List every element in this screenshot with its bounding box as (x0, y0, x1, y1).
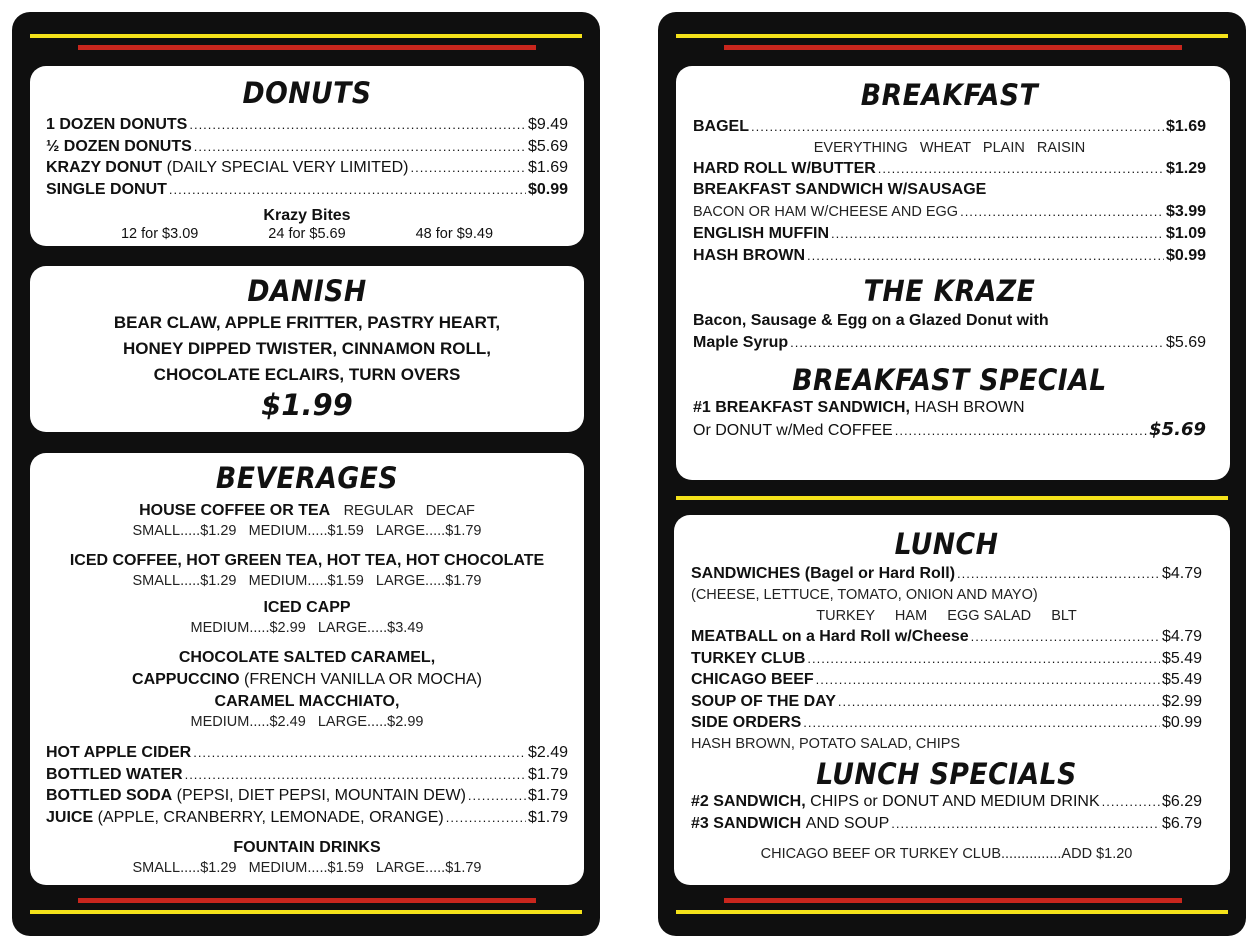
menu-item: HARD ROLL W/BUTTER ..... $1.29 (693, 158, 1206, 180)
breakfast-heading: BREAKFAST (860, 78, 1039, 112)
danish-line: CHOCOLATE ECLAIRS, TURN OVERS (153, 365, 461, 384)
menu-item: BOTTLED SODA (PEPSI, DIET PEPSI, MOUNTAIN DEW) ..... $1.79 (46, 785, 568, 807)
lunch-addon: CHICAGO BEEF OR TURKEY CLUB...............ADD $1.20 (760, 846, 1133, 862)
beverages-card (30, 453, 584, 885)
danish-line: HONEY DIPPED TWISTER, CINNAMON ROLL, (122, 339, 492, 358)
lunch-specials-heading: LUNCH SPECIALS (816, 757, 1077, 791)
lunch-heading: LUNCH (894, 527, 999, 561)
menu-item: KRAZY DONUT (DAILY SPECIAL VERY LIMITED) ..... $1.69 (46, 157, 568, 179)
menu-item: ½ DOZEN DONUTS ..... $5.69 (46, 136, 568, 158)
red-stripe (724, 898, 1182, 903)
donuts-card (30, 66, 584, 246)
bagel-types: EVERYTHING WHEAT PLAIN RAISIN (813, 139, 1086, 156)
macchiato-sizes: MEDIUM.....$2.49 LARGE.....$2.99 (190, 714, 424, 730)
menu-item: #1 BREAKFAST SANDWICH, HASH BROWN (693, 399, 1025, 416)
menu-item: SIDE ORDERS ..... $0.99 (691, 712, 1202, 734)
iced-capp-title: ICED CAPP (263, 599, 351, 616)
sandwich-toppings: (CHEESE, LETTUCE, TOMATO, ONION AND MAYO) (691, 586, 1038, 603)
beverages-heading: BEVERAGES (215, 461, 399, 495)
donuts-heading: DONUTS (242, 76, 372, 110)
menu-panel-right (658, 12, 1246, 936)
yellow-stripe (676, 496, 1228, 500)
yellow-stripe (30, 910, 582, 914)
red-stripe (78, 898, 536, 903)
iced-coffee-sizes: SMALL.....$1.29 MEDIUM.....$1.59 LARGE.....$1.79 (132, 573, 482, 589)
menu-item: JUICE (APPLE, CRANBERRY, LEMONADE, ORANGE) ..... $1.79 (46, 807, 568, 829)
house-coffee-line: HOUSE COFFEE OR TEA REGULAR DECAF (139, 502, 475, 519)
menu-item: MEATBALL on a Hard Roll w/Cheese ..... $4.79 (691, 626, 1202, 648)
menu-item: ENGLISH MUFFIN ..... $1.09 (693, 223, 1206, 245)
danish-price: $1.99 (261, 388, 353, 422)
menu-item: BAGEL ..... $1.69 (693, 116, 1206, 138)
menu-item: HASH BROWN ..... $0.99 (693, 245, 1206, 267)
yellow-stripe (30, 34, 582, 38)
menu-item: SANDWICHES (Bagel or Hard Roll) ..... $4.79 (691, 563, 1202, 585)
krazy-bites-title: Krazy Bites (263, 207, 351, 224)
breakfast-special-heading: BREAKFAST SPECIAL (792, 363, 1107, 397)
yellow-stripe (676, 910, 1228, 914)
danish-line: BEAR CLAW, APPLE FRITTER, PASTRY HEART, (113, 313, 501, 332)
sandwich-types: TURKEY HAM EGG SALAD BLT (816, 608, 1077, 624)
danish-heading: DANISH (247, 274, 367, 308)
iced-coffee-line: ICED COFFEE, HOT GREEN TEA, HOT TEA, HOT CHOCOLATE (69, 552, 545, 569)
menu-item: HOT APPLE CIDER ..... $2.49 (46, 742, 568, 764)
menu-item: 1 DOZEN DONUTS ..... $9.49 (46, 114, 568, 136)
menu-item: Or DONUT w/Med COFFEE ..... $5.69 (693, 419, 1206, 442)
menu-panel-left (12, 12, 600, 936)
menu-item: #3 SANDWICH AND SOUP ..... $6.79 (691, 813, 1202, 835)
menu-item: BACON OR HAM W/CHEESE AND EGG ..... $3.99 (693, 201, 1206, 224)
menu-item: Maple Syrup ..... $5.69 (693, 332, 1206, 354)
kraze-heading: THE KRAZE (863, 274, 1036, 308)
cappuccino-line: CAPPUCCINO (FRENCH VANILLA OR MOCHA) (132, 671, 482, 688)
macchiato-line: CARAMEL MACCHIATO, (214, 693, 400, 710)
side-orders-note: HASH BROWN, POTATO SALAD, CHIPS (691, 735, 961, 752)
menu-item: CHICAGO BEEF ..... $5.49 (691, 669, 1202, 691)
chocolate-line: CHOCOLATE SALTED CARAMEL, (178, 649, 436, 666)
danish-card (30, 266, 584, 432)
red-stripe (78, 45, 536, 50)
iced-capp-sizes: MEDIUM.....$2.99 LARGE.....$3.49 (190, 620, 424, 636)
breakfast-card (676, 66, 1230, 480)
fountain-drinks-title: FOUNTAIN DRINKS (233, 839, 381, 856)
house-coffee-sizes: SMALL.....$1.29 MEDIUM.....$1.59 LARGE.....$1.79 (132, 523, 482, 539)
menu-item: BOTTLED WATER ..... $1.79 (46, 764, 568, 786)
yellow-stripe (676, 34, 1228, 38)
menu-item: SINGLE DONUT ..... $0.99 (46, 179, 568, 201)
fountain-drinks-sizes: SMALL.....$1.29 MEDIUM.....$1.59 LARGE.....$1.79 (132, 860, 482, 876)
lunch-card (674, 515, 1230, 885)
menu-item: SOUP OF THE DAY ..... $2.99 (691, 691, 1202, 713)
menu-item: TURKEY CLUB ..... $5.49 (691, 648, 1202, 670)
kraze-description: Bacon, Sausage & Egg on a Glazed Donut with (693, 312, 1049, 329)
red-stripe (724, 45, 1182, 50)
menu-item: #2 SANDWICH, CHIPS or DONUT AND MEDIUM DRINK ..... $6.29 (691, 791, 1202, 813)
menu-item: BREAKFAST SANDWICH W/SAUSAGE (693, 181, 987, 198)
krazy-bites-prices: 12 for $3.09 24 for $5.69 48 for $9.49 (120, 226, 494, 242)
